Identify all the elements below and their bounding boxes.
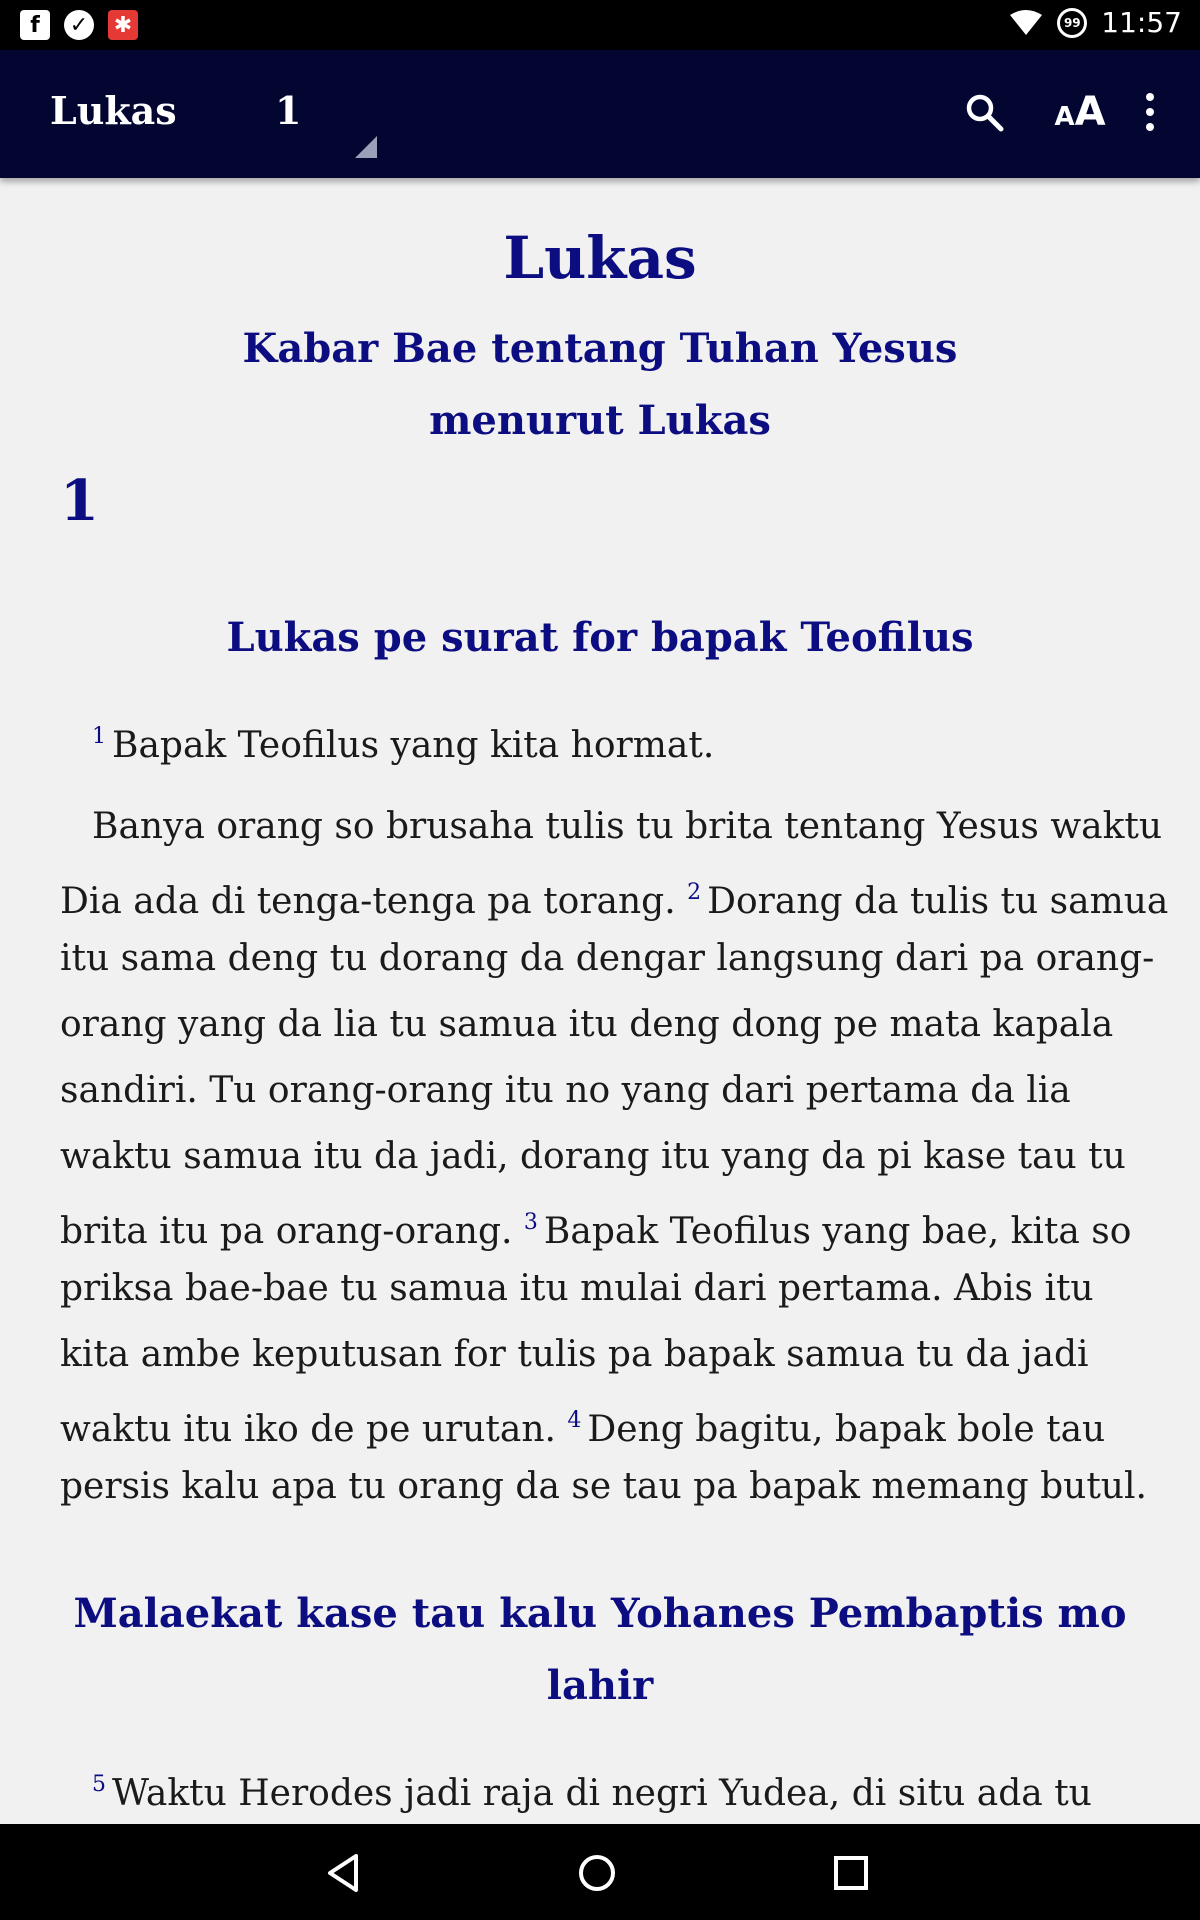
section-heading-line: Malaekat kase tau kalu Yohanes Pembaptis mo — [73, 1590, 1127, 1637]
verse-line — [60, 1190, 1131, 1265]
verse-text: kita ambe keputusan for tulis pa bapak samua tu da jadi — [60, 1334, 1089, 1375]
verse-text: orang yang da lia tu samua itu deng dong pe mata kapala — [60, 1004, 1114, 1045]
app-notification-icon: ✱ — [108, 10, 138, 40]
wifi-icon — [1009, 9, 1043, 37]
verse-number: 1 — [92, 724, 106, 749]
verse-line — [60, 926, 1154, 992]
notification-icons — [20, 10, 138, 40]
verse-text: itu sama deng tu dorang da dengar langsung dari pa orang- — [60, 938, 1155, 979]
chapter-number: 1 — [60, 468, 99, 534]
verse-line — [60, 1256, 1094, 1322]
verse-text: Banya orang so brusaha tulis tu brita tentang Yesus waktu — [92, 806, 1163, 847]
navigation-bar — [0, 1824, 1200, 1920]
book-title: Lukas — [503, 224, 697, 292]
verse-line — [60, 1124, 1126, 1190]
verse-line — [60, 860, 1168, 935]
text-size-icon-big: A — [1074, 89, 1106, 135]
check-notification-icon: ✓ — [64, 10, 94, 40]
verse-line — [92, 1752, 1092, 1827]
search-button[interactable] — [958, 86, 1010, 138]
verse-number: 2 — [687, 880, 702, 905]
verse-line — [92, 704, 714, 779]
home-button[interactable] — [572, 1848, 622, 1898]
book-selector[interactable]: Lukas — [50, 88, 177, 133]
book-subtitle — [60, 313, 1140, 457]
text-size-icon-small: A — [1054, 102, 1075, 132]
system-status — [1009, 6, 1182, 39]
section-heading: Lukas pe surat for bapak Teofilus — [226, 614, 974, 661]
section-heading-line: lahir — [546, 1662, 654, 1709]
verse-text: Dia ada di tenga-tenga pa torang. — [60, 881, 688, 922]
recent-apps-button[interactable] — [826, 1848, 876, 1898]
verse-text: waktu itu iko de pe urutan. — [60, 1409, 568, 1450]
chapter-selector[interactable] — [275, 88, 385, 158]
more-options-button[interactable] — [1135, 86, 1165, 138]
app-toolbar — [0, 50, 1200, 178]
back-icon — [318, 1848, 368, 1898]
verse-text: sandiri. Tu orang-orang itu no yang dari pertama da lia — [60, 1070, 1071, 1111]
facebook-notification-icon: f — [20, 10, 50, 40]
clock: 11:57 — [1101, 6, 1182, 39]
status-bar — [0, 0, 1200, 50]
verse-text: Dorang da tulis tu samua — [707, 881, 1169, 922]
search-icon — [964, 92, 1004, 132]
verse-line — [60, 992, 1113, 1058]
verse-number: 3 — [523, 1210, 538, 1235]
verse-number: 5 — [92, 1772, 106, 1797]
subtitle-line-2: menurut Lukas — [429, 397, 771, 444]
verse-line — [60, 1388, 1105, 1463]
chapter-selector-label: 1 — [275, 88, 302, 133]
subtitle-line-1: Kabar Bae tentang Tuhan Yesus — [242, 325, 958, 372]
verse-text: persis kalu apa tu orang da se tau pa bapak memang butul. — [60, 1466, 1147, 1507]
verse-text: waktu samua itu da jadi, dorang itu yang da pi kase tau tu — [60, 1136, 1126, 1177]
more-vert-icon-dot — [1146, 93, 1154, 101]
more-vert-icon-dot — [1146, 108, 1154, 116]
verse-text: Bapak Teofilus yang kita hormat. — [112, 725, 715, 766]
verse-text: brita itu pa orang-orang. — [60, 1211, 524, 1252]
verse-line — [60, 1454, 1147, 1520]
verse-text: priksa bae-bae tu samua itu mulai dari pertama. Abis itu — [60, 1268, 1094, 1309]
more-vert-icon-dot — [1146, 123, 1154, 131]
dropdown-triangle-icon — [355, 136, 377, 158]
verse-text: Bapak Teofilus yang bae, kita so — [543, 1211, 1132, 1252]
verse-line — [92, 794, 1162, 860]
back-button[interactable] — [318, 1848, 368, 1898]
home-icon — [572, 1848, 622, 1898]
verse-line — [60, 1322, 1089, 1388]
recent-apps-icon — [826, 1848, 876, 1898]
verse-text: Deng bagitu, bapak bole tau — [587, 1409, 1106, 1450]
text-size-button[interactable] — [1052, 86, 1108, 138]
verse-line — [60, 1058, 1071, 1124]
verse-text: Waktu Herodes jadi raja di negri Yudea, di situ ada tu — [112, 1773, 1092, 1814]
section-heading — [60, 1578, 1140, 1722]
verse-number: 4 — [567, 1408, 582, 1433]
battery-saver-icon: 99 — [1057, 8, 1087, 38]
